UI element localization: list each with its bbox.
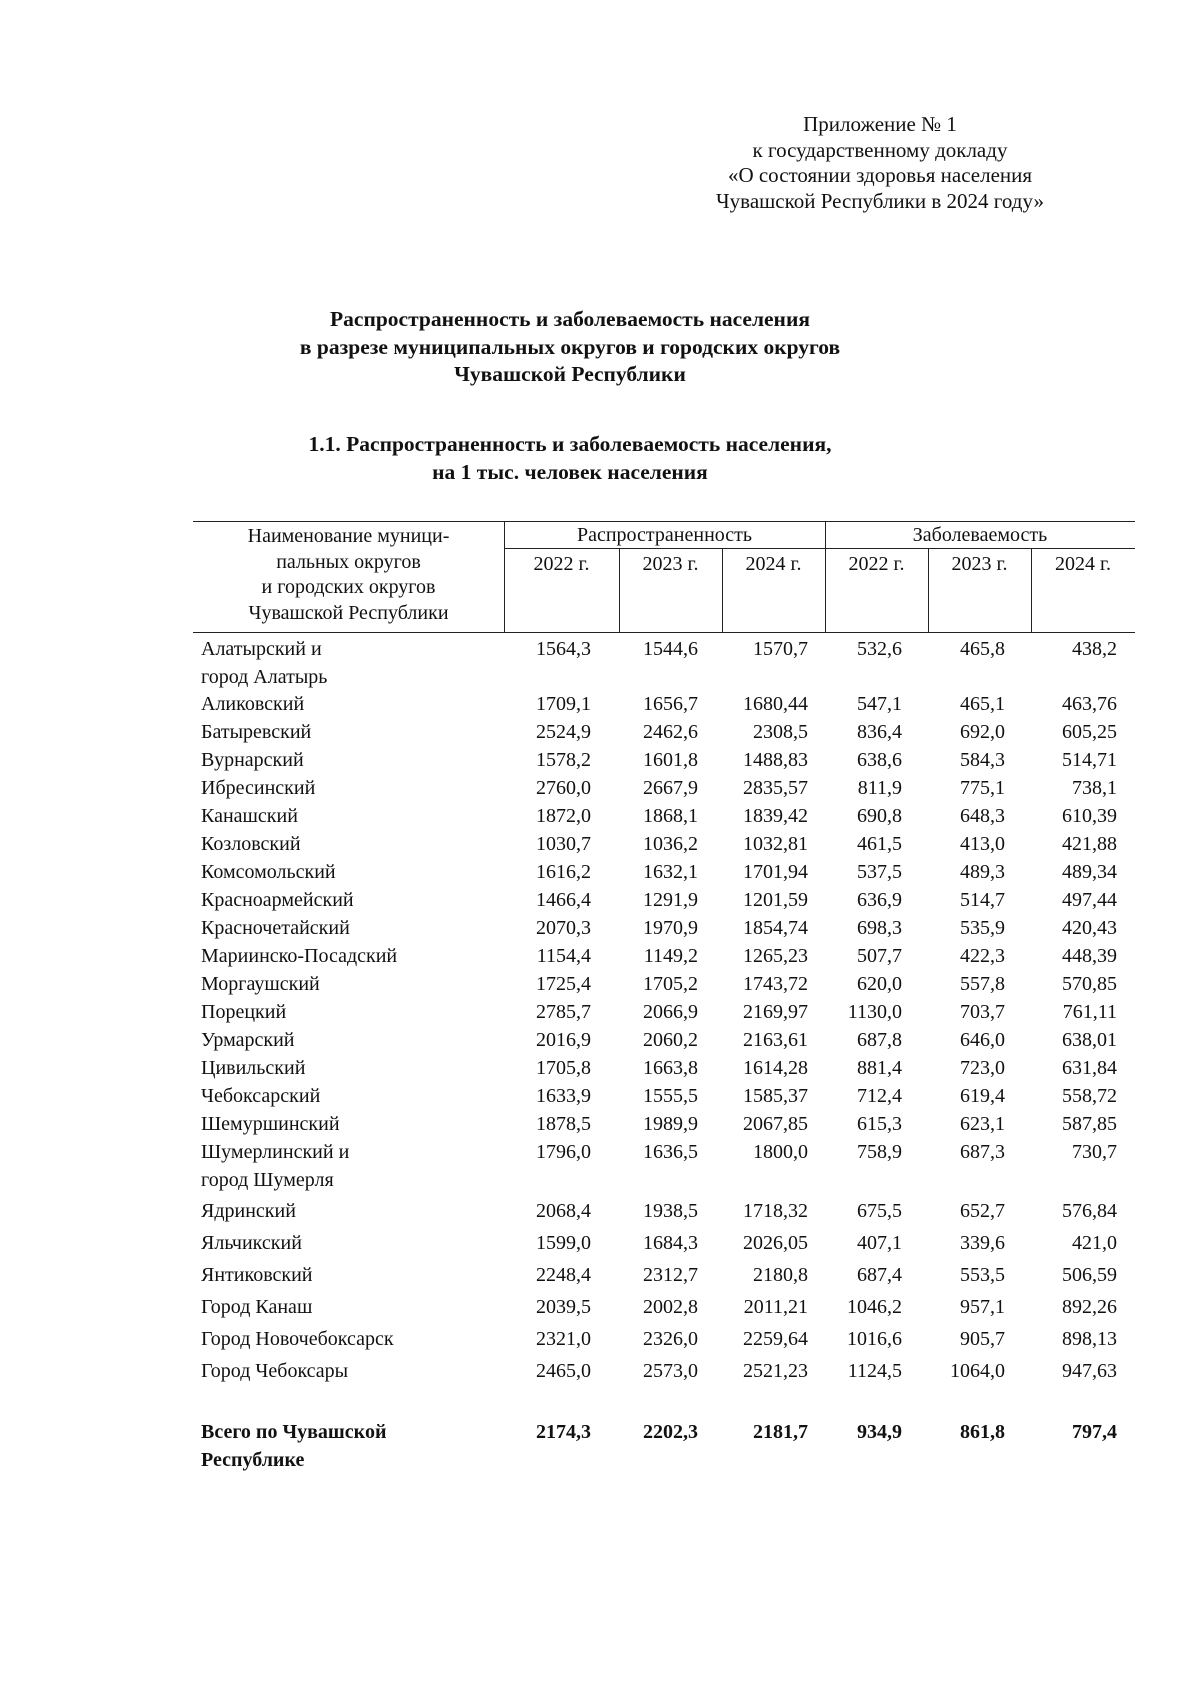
table-cell: 2068,4 bbox=[536, 1200, 591, 1222]
table-cell: 465,1 bbox=[960, 693, 1005, 715]
table-cell: 610,39 bbox=[1062, 805, 1117, 827]
row-name bbox=[201, 1262, 313, 1290]
table-cell: 558,72 bbox=[1062, 1085, 1117, 1107]
row-name-line: Яльчикский bbox=[201, 1232, 302, 1254]
table-cell: 1725,4 bbox=[536, 973, 591, 995]
row-name bbox=[201, 1083, 320, 1111]
row-name-line: Батыревский bbox=[201, 721, 312, 743]
appendix-line: к государственному докладу bbox=[752, 137, 1008, 162]
table-cell: 1578,2 bbox=[536, 749, 591, 771]
table-cell: 2011,21 bbox=[743, 1296, 808, 1318]
row-name bbox=[201, 915, 350, 943]
appendix-line: «О состоянии здоровья населения bbox=[727, 163, 1033, 187]
table-cell: 1989,9 bbox=[643, 1113, 698, 1135]
table-cell: 507,7 bbox=[857, 945, 902, 967]
table-cell: 1743,72 bbox=[743, 973, 808, 995]
table-cell: 1656,7 bbox=[643, 693, 698, 715]
table-cell: 646,0 bbox=[960, 1029, 1005, 1051]
row-name-line: Город Канаш bbox=[201, 1296, 313, 1318]
row-name-line: Комсомольский bbox=[201, 861, 336, 883]
header-line: Наименование муници- bbox=[247, 525, 450, 547]
table-cell: 584,3 bbox=[960, 749, 1005, 771]
table-cell: 506,59 bbox=[1062, 1264, 1117, 1286]
table-cell: 465,8 bbox=[960, 638, 1005, 660]
table-cell: 2326,0 bbox=[643, 1328, 698, 1350]
table-cell: 934,9 bbox=[857, 1421, 902, 1443]
table-cell: 1265,23 bbox=[743, 945, 808, 967]
table-cell: 1718,32 bbox=[743, 1200, 808, 1222]
table-cell: 2667,9 bbox=[643, 777, 698, 799]
table-cell: 2259,64 bbox=[743, 1328, 808, 1350]
row-name-line: город Шумерля bbox=[201, 1168, 334, 1191]
row-name-line: Красночетайский bbox=[201, 917, 350, 939]
table-cell: 2070,3 bbox=[536, 917, 591, 939]
row-name bbox=[201, 1139, 349, 1194]
table-cell: 448,39 bbox=[1062, 945, 1117, 967]
row-name bbox=[201, 803, 298, 831]
table-cell: 690,8 bbox=[857, 805, 902, 827]
row-name bbox=[201, 747, 304, 775]
table-cell: 1616,2 bbox=[536, 861, 591, 883]
row-name bbox=[201, 691, 304, 719]
row-name-line: Шумерлинский и bbox=[201, 1141, 350, 1163]
row-name-line: Канашский bbox=[201, 805, 298, 827]
incidence-group-header: Заболеваемость bbox=[912, 524, 1048, 546]
table-cell: 947,63 bbox=[1062, 1360, 1117, 1382]
table-cell: 1130,0 bbox=[847, 1001, 902, 1023]
row-name bbox=[201, 1326, 394, 1354]
row-name bbox=[201, 943, 397, 971]
row-name bbox=[201, 775, 315, 803]
table-cell: 2060,2 bbox=[643, 1029, 698, 1051]
table-cell: 1800,0 bbox=[753, 1141, 808, 1163]
row-name-line: Всего по Чувашской bbox=[201, 1421, 387, 1443]
row-name-line: Ибресинский bbox=[201, 777, 316, 799]
table-cell: 339,6 bbox=[960, 1232, 1005, 1254]
table-cell: 619,4 bbox=[960, 1085, 1005, 1107]
table-cell: 836,4 bbox=[857, 721, 902, 743]
table-cell: 2521,23 bbox=[743, 1360, 808, 1382]
table-cell: 1796,0 bbox=[536, 1141, 591, 1163]
table-cell: 738,1 bbox=[1072, 777, 1117, 799]
row-name-line: Козловский bbox=[201, 833, 301, 855]
table-cell: 1564,3 bbox=[536, 638, 591, 660]
table-cell: 537,5 bbox=[857, 861, 902, 883]
year-header: 2024 г. bbox=[745, 553, 802, 575]
table-cell: 1149,2 bbox=[643, 945, 698, 967]
row-name-line: Город Чебоксары bbox=[201, 1360, 349, 1382]
row-name-line: Ядринский bbox=[201, 1200, 296, 1222]
table-cell: 605,25 bbox=[1062, 721, 1117, 743]
row-name bbox=[201, 831, 301, 859]
table-cell: 2163,61 bbox=[743, 1029, 808, 1051]
table-cell: 1878,5 bbox=[536, 1113, 591, 1135]
table-cell: 1030,7 bbox=[536, 833, 591, 855]
table-cell: 2760,0 bbox=[536, 777, 591, 799]
table-cell: 898,13 bbox=[1062, 1328, 1117, 1350]
table-cell: 1599,0 bbox=[536, 1232, 591, 1254]
row-name-line: Моргаушский bbox=[201, 973, 320, 995]
table-cell: 638,6 bbox=[857, 749, 902, 771]
table-cell: 438,2 bbox=[1072, 638, 1117, 660]
row-name-line: Порецкий bbox=[201, 1001, 287, 1023]
table-cell: 797,4 bbox=[1072, 1421, 1117, 1443]
table-cell: 761,11 bbox=[1062, 1001, 1117, 1023]
table-cell: 2465,0 bbox=[536, 1360, 591, 1382]
table-cell: 1036,2 bbox=[643, 833, 698, 855]
table-cell: 1124,5 bbox=[847, 1360, 902, 1382]
table-cell: 687,4 bbox=[857, 1264, 902, 1286]
table-cell: 620,0 bbox=[857, 973, 902, 995]
table-cell: 861,8 bbox=[960, 1421, 1005, 1443]
name-column-header bbox=[193, 524, 504, 626]
title-line: Распространенность и заболеваемость населения bbox=[330, 307, 810, 331]
table-cell: 1868,1 bbox=[643, 805, 698, 827]
table-cell: 461,5 bbox=[857, 833, 902, 855]
table-cell: 421,0 bbox=[1072, 1232, 1117, 1254]
table-cell: 1488,83 bbox=[743, 749, 808, 771]
table-cell: 2573,0 bbox=[643, 1360, 698, 1382]
table-cell: 1633,9 bbox=[536, 1085, 591, 1107]
row-name bbox=[201, 971, 320, 999]
year-header: 2022 г. bbox=[848, 553, 905, 575]
table-cell: 811,9 bbox=[857, 777, 902, 799]
header-line: и городских округов bbox=[261, 576, 436, 598]
table-cell: 712,4 bbox=[857, 1085, 902, 1107]
row-name-line: Урмарский bbox=[201, 1029, 295, 1051]
title-line: Чувашской Республики bbox=[454, 362, 686, 386]
table-cell: 1684,3 bbox=[643, 1232, 698, 1254]
table-cell: 692,0 bbox=[960, 721, 1005, 743]
table-cell: 497,44 bbox=[1062, 889, 1117, 911]
row-name bbox=[201, 1419, 386, 1474]
table-cell: 2169,97 bbox=[743, 1001, 808, 1023]
table-cell: 587,85 bbox=[1062, 1113, 1117, 1135]
table-cell: 576,84 bbox=[1062, 1200, 1117, 1222]
row-name bbox=[201, 1230, 302, 1258]
table-cell: 1709,1 bbox=[536, 693, 591, 715]
table-cell: 2026,05 bbox=[743, 1232, 808, 1254]
table-cell: 553,5 bbox=[960, 1264, 1005, 1286]
row-name-line: Алатырский и bbox=[201, 638, 322, 660]
table-cell: 1291,9 bbox=[643, 889, 698, 911]
table-cell: 489,3 bbox=[960, 861, 1005, 883]
table-cell: 1680,44 bbox=[743, 693, 808, 715]
row-name-line: Чебоксарский bbox=[201, 1085, 321, 1107]
header-bottom-rule bbox=[193, 632, 1135, 633]
table-cell: 881,4 bbox=[857, 1057, 902, 1079]
table-cell: 570,85 bbox=[1062, 973, 1117, 995]
table-cell: 1663,8 bbox=[643, 1057, 698, 1079]
table-cell: 2066,9 bbox=[643, 1001, 698, 1023]
row-name bbox=[201, 1294, 312, 1322]
table-cell: 687,8 bbox=[857, 1029, 902, 1051]
table-cell: 532,6 bbox=[857, 638, 902, 660]
table-cell: 2308,5 bbox=[753, 721, 808, 743]
table-cell: 698,3 bbox=[857, 917, 902, 939]
row-name-line: Вурнарский bbox=[201, 749, 304, 771]
table-cell: 2785,7 bbox=[536, 1001, 591, 1023]
table-cell: 758,9 bbox=[857, 1141, 902, 1163]
table-cell: 413,0 bbox=[960, 833, 1005, 855]
year-header: 2023 г. bbox=[951, 553, 1008, 575]
table-cell: 957,1 bbox=[960, 1296, 1005, 1318]
table-cell: 535,9 bbox=[960, 917, 1005, 939]
row-name bbox=[201, 1198, 296, 1226]
table-cell: 421,88 bbox=[1062, 833, 1117, 855]
row-name-line: Цивильский bbox=[201, 1057, 306, 1079]
table-cell: 723,0 bbox=[960, 1057, 1005, 1079]
table-cell: 623,1 bbox=[960, 1113, 1005, 1135]
title-line: в разрезе муниципальных округов и городских округов bbox=[299, 334, 841, 359]
table-cell: 1555,5 bbox=[643, 1085, 698, 1107]
table-cell: 687,3 bbox=[960, 1141, 1005, 1163]
table-cell: 648,3 bbox=[960, 805, 1005, 827]
table-cell: 2248,4 bbox=[536, 1264, 591, 1286]
table-cell: 420,43 bbox=[1062, 917, 1117, 939]
table-cell: 463,76 bbox=[1062, 693, 1117, 715]
table-cell: 2202,3 bbox=[643, 1421, 698, 1443]
table-cell: 2321,0 bbox=[536, 1328, 591, 1350]
table-cell: 1570,7 bbox=[753, 638, 808, 660]
table-cell: 2462,6 bbox=[643, 721, 698, 743]
table-cell: 1466,4 bbox=[536, 889, 591, 911]
row-name bbox=[201, 859, 336, 887]
year-header: 2024 г. bbox=[1055, 553, 1111, 575]
table-cell: 422,3 bbox=[960, 945, 1005, 967]
header-line: Чувашской Республики bbox=[248, 601, 449, 624]
table-cell: 1632,1 bbox=[643, 861, 698, 883]
table-cell: 2002,8 bbox=[643, 1296, 698, 1318]
table-cell: 1705,2 bbox=[643, 973, 698, 995]
table-cell: 514,7 bbox=[960, 889, 1005, 911]
table-cell: 2180,8 bbox=[753, 1264, 808, 1286]
table-cell: 407,1 bbox=[857, 1232, 902, 1254]
table-cell: 2016,9 bbox=[536, 1029, 591, 1051]
table-cell: 1544,6 bbox=[643, 638, 698, 660]
row-name-line: Красноармейский bbox=[201, 889, 354, 911]
year-header: 2023 г. bbox=[642, 553, 699, 575]
header-line: пальных округов bbox=[276, 550, 421, 573]
table-cell: 775,1 bbox=[960, 777, 1005, 799]
row-name-line: Аликовский bbox=[201, 693, 305, 715]
table-cell: 1601,8 bbox=[643, 749, 698, 771]
table-cell: 638,01 bbox=[1062, 1029, 1117, 1051]
table-cell: 631,84 bbox=[1062, 1057, 1117, 1079]
row-name bbox=[201, 1055, 305, 1083]
table-cell: 2181,7 bbox=[753, 1421, 808, 1443]
year-header: 2022 г. bbox=[533, 553, 590, 575]
table-top-rule bbox=[193, 521, 1135, 522]
table-cell: 1201,59 bbox=[743, 889, 808, 911]
table-cell: 636,9 bbox=[857, 889, 902, 911]
table-cell: 1046,2 bbox=[847, 1296, 902, 1318]
section-title-line: на 1 тыс. человек населения bbox=[432, 459, 708, 484]
table-cell: 1970,9 bbox=[643, 917, 698, 939]
row-name-line: Республике bbox=[201, 1448, 305, 1471]
table-cell: 547,1 bbox=[857, 693, 902, 715]
table-cell: 1032,81 bbox=[743, 833, 808, 855]
row-name bbox=[201, 999, 286, 1027]
table-cell: 1064,0 bbox=[950, 1360, 1005, 1382]
table-cell: 1839,42 bbox=[743, 805, 808, 827]
table-cell: 2835,57 bbox=[743, 777, 808, 799]
table-cell: 2067,85 bbox=[743, 1113, 808, 1135]
table-cell: 2039,5 bbox=[536, 1296, 591, 1318]
table-cell: 1854,74 bbox=[743, 917, 808, 939]
table-cell: 514,71 bbox=[1062, 749, 1117, 771]
section-title-line: 1.1. Распространенность и заболеваемость населения, bbox=[308, 432, 832, 456]
table-cell: 2524,9 bbox=[536, 721, 591, 743]
row-name-line: город Алатырь bbox=[201, 665, 328, 688]
table-cell: 489,34 bbox=[1062, 861, 1117, 883]
table-cell: 905,7 bbox=[960, 1328, 1005, 1350]
table-cell: 675,5 bbox=[857, 1200, 902, 1222]
row-name-line: Мариинско-Посадский bbox=[201, 945, 398, 967]
row-name bbox=[201, 1027, 295, 1055]
table-cell: 1872,0 bbox=[536, 805, 591, 827]
row-name bbox=[201, 719, 311, 747]
table-cell: 1016,6 bbox=[847, 1328, 902, 1350]
table-cell: 703,7 bbox=[960, 1001, 1005, 1023]
table-cell: 557,8 bbox=[960, 973, 1005, 995]
prevalence-group-header: Распространенность bbox=[576, 524, 753, 546]
table-cell: 730,7 bbox=[1072, 1141, 1117, 1163]
table-cell: 1585,37 bbox=[743, 1085, 808, 1107]
row-name-line: Янтиковский bbox=[201, 1264, 313, 1286]
table-cell: 1154,4 bbox=[536, 945, 591, 967]
table-cell: 2174,3 bbox=[536, 1421, 591, 1443]
row-name bbox=[201, 1358, 348, 1386]
table-cell: 1614,28 bbox=[743, 1057, 808, 1079]
table-cell: 892,26 bbox=[1062, 1296, 1117, 1318]
appendix-line: Приложение № 1 bbox=[803, 112, 957, 136]
table-cell: 1701,94 bbox=[743, 861, 808, 883]
table-cell: 615,3 bbox=[857, 1113, 902, 1135]
table-cell: 652,7 bbox=[960, 1200, 1005, 1222]
table-cell: 1636,5 bbox=[643, 1141, 698, 1163]
row-name-line: Город Новочебоксарск bbox=[201, 1328, 394, 1350]
appendix-line: Чувашской Республики в 2024 году» bbox=[716, 188, 1044, 213]
table-cell: 1938,5 bbox=[643, 1200, 698, 1222]
table-cell: 2312,7 bbox=[643, 1264, 698, 1286]
row-name bbox=[201, 636, 327, 691]
table-cell: 1705,8 bbox=[536, 1057, 591, 1079]
row-name-line: Шемуршинский bbox=[201, 1113, 340, 1135]
row-name bbox=[201, 1111, 340, 1139]
row-name bbox=[201, 887, 354, 915]
